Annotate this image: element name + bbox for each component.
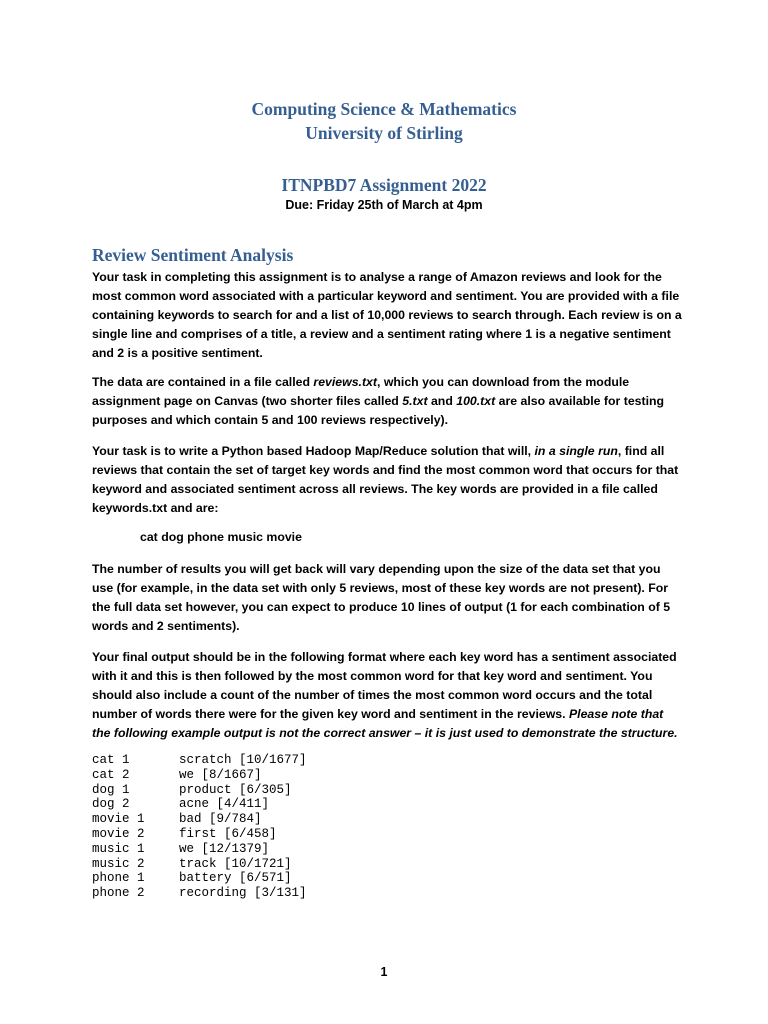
text: Your task is to write a Python based Hadoop Map/Reduce solution that will, [92,444,535,458]
code-row [92,857,307,872]
note-text: the correct answer – it is just used to demonstrate the structure. [298,726,678,740]
code-key: dog 1 [92,782,130,797]
code-key: music 2 [92,856,145,871]
keywords-line: cat dog phone music movie [140,530,302,544]
code-row [92,842,307,857]
filename-5: 5.txt [402,394,428,408]
text: , which you can download from the module assignment page on Canvas (two shorter files called [92,375,630,408]
example-output-block [92,753,307,901]
paragraph-results: The number of results you will get back will vary depending upon the size of the data set that you use (for example, in the data set with only 5 reviews, most of these key words are not present). For the full data set however, you can expect to produce 10 lines of output (1 for each combination of 5 words and 2 sentiments). [92,562,671,633]
code-value: bad [9/784] [179,812,262,827]
code-value: track [10/1721] [179,856,292,871]
department-heading: Computing Science & Mathematics [251,99,517,119]
filename-reviews: reviews.txt [313,375,377,389]
code-row [92,827,307,842]
paragraph-format [92,648,682,743]
page-number: 1 [380,965,388,979]
code-key: cat 1 [92,753,130,767]
code-row [92,797,307,812]
assignment-title: ITNPBD7 Assignment 2022 [281,175,487,195]
code-value: product [6/305] [179,782,292,797]
code-row [92,783,307,798]
note-not [279,726,298,740]
code-row [92,886,307,901]
code-row [92,871,307,886]
emphasis-single-run: in a single run [534,444,618,458]
due-date: Due: Friday 25th of March at 4pm [285,198,483,212]
code-key: music 1 [92,841,145,856]
code-value: scratch [10/1677] [179,753,307,767]
code-row [92,753,307,768]
paragraph-data-files [92,373,682,430]
code-key: phone 1 [92,871,145,886]
code-value: recording [3/131] [179,886,307,901]
code-key: phone 2 [92,886,145,901]
code-key: dog 2 [92,797,130,812]
paragraph-task [92,442,682,518]
text: are also available for testing purposes and which contain 5 and 100 reviews respectively). [92,394,665,427]
code-value: battery [6/571] [179,871,292,886]
code-key: movie 2 [92,826,145,841]
text: The data are contained in a file called [92,375,314,389]
university-heading: University of Stirling [305,123,463,143]
code-value: we [12/1379] [179,841,270,856]
text: , find all reviews that contain the set of target key words and find the most common word that occurs for that keyword and associated sentiment across all reviews. The key words are provided in a file called keywords.txt and are: [92,444,679,515]
section-title: Review Sentiment Analysis [92,245,294,265]
code-row [92,768,307,783]
text: Your final output should be in the following format where each key word has a sentiment associated with it and this is then followed by the most common word for that key word and sentiment. You should also include a count of the number of times the most common word occurs and the total number of words there were for the given key word and sentiment in the reviews. [92,650,677,721]
note-not-bold: not [279,726,299,740]
paragraph-intro: Your task in completing this assignment is to analyse a range of Amazon reviews and look for the most common word associated with a particular keyword and sentiment. You are provided with a file containing keywords to search for and a list of 10,000 reviews to search through. Each review is on a single line and comprises of a title, a review and a sentiment rating where 1 is a negative sentiment and 2 is a positive sentiment. [92,270,682,360]
code-value: acne [4/411] [179,797,270,812]
code-key: cat 2 [92,767,130,782]
code-row [92,812,307,827]
text: and [427,394,457,408]
code-key: movie 1 [92,812,145,827]
filename-100: 100.txt [456,394,496,408]
code-value: first [6/458] [179,826,277,841]
code-value: we [8/1667] [179,767,262,782]
note-text: Please note that the following example output is [92,707,664,740]
